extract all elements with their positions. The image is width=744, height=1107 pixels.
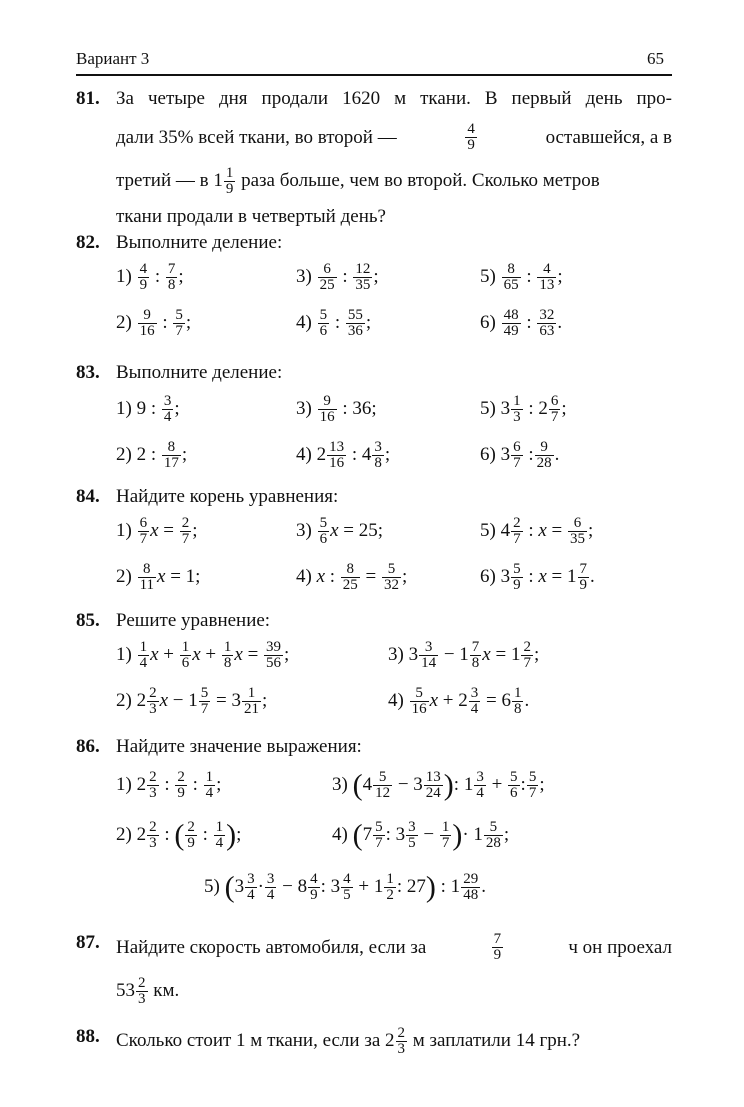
problem-number: 82. (76, 232, 100, 253)
text-fragment: раза больше, чем во второй. Сколько метров (241, 169, 600, 191)
problem-84 (76, 486, 676, 612)
problem-text-line (116, 122, 672, 153)
problem-number: 85. (76, 610, 100, 631)
exercise-84-2: 2) $\frac{8}{11}$ x = 1; (116, 561, 201, 593)
exercise-82-1: 1) $\frac{4}{9}$ : $\frac{7}{8}$ ; (116, 261, 184, 293)
text-fragment: оставшейся, а в (545, 126, 672, 148)
problem-text-line (116, 166, 600, 197)
exercise-84-5: 5) 4 $\frac{2}{7}$ : x = $\frac{6}{35}$ ; (480, 515, 594, 547)
exercise-85-4: 4) $\frac{5}{16}$ x + 2 $\frac{3}{4}$ = 6 $\frac{1}{8}$ . (388, 685, 530, 717)
exercise-84-3: 3) $\frac{5}{6}$ x = 25; (296, 515, 384, 547)
exercise-82-5: 5) $\frac{8}{65}$ : $\frac{4}{13}$ ; (480, 261, 563, 293)
problem-87 (76, 932, 676, 1022)
exercise-82-6: 6) $\frac{48}{49}$ : $\frac{32}{63}$ . (480, 307, 563, 339)
text-fragment: ч он проехал (568, 936, 672, 958)
problem-number: 81. (76, 88, 100, 109)
text-fragment: Найдите скорость автомобиля, если за (116, 936, 427, 958)
problem-number: 87. (76, 932, 100, 953)
problem-text-line: ткани продали в четвертый день? (116, 206, 386, 227)
exercise-84-4: 4) x : $\frac{8}{25}$ = $\frac{5}{32}$ ; (296, 561, 408, 593)
exercise-82-2: 2) $\frac{9}{16}$ : $\frac{5}{7}$ ; (116, 307, 192, 339)
problem-83 (76, 362, 676, 492)
problem-85 (76, 610, 676, 736)
exercise-85-2: 2) 2 $\frac{2}{3}$ x − 1 $\frac{5}{7}$ = 3 $\frac{1}{21}$ ; (116, 685, 268, 717)
exercise-86-2: 2) 2 $\frac{2}{3}$ : ( $\frac{2}{9}$ : $\frac{1}{4}$ ); (116, 818, 242, 852)
exercise-83-6: 6) 3 $\frac{6}{7}$ : $\frac{9}{28}$ . (480, 439, 560, 471)
exercise-84-1: 1) $\frac{6}{7}$ x = $\frac{2}{7}$ ; (116, 515, 198, 547)
text-fragment: третий — в 1 (116, 169, 223, 191)
problem-number: 84. (76, 486, 100, 507)
problem-text-line: 53 $\frac{2}{3}$ км. (116, 975, 180, 1007)
exercise-84-6: 6) 3 $\frac{5}{9}$ : x = 1 $\frac{7}{9}$ . (480, 561, 595, 593)
problem-text-line (116, 932, 672, 963)
fraction: $\frac{4}{9}$ (467, 121, 475, 153)
exercise-86-5: 5) (3 $\frac{3}{4}$ · $\frac{3}{4}$ − 8 $\frac{4}{9}$ : 3 $\frac{4}{5}$ + 1 $\frac{1}{2}$ : 27) : 1 $\frac{29}{48}$ . (204, 870, 486, 904)
problem-82 (76, 232, 676, 372)
exercise-85-1: 1) $\frac{1}{4}$ x + $\frac{1}{6}$ x + $\frac{1}{8}$ x = $\frac{39}{56}$ ; (116, 639, 290, 671)
problem-81 (76, 88, 676, 238)
problem-number: 83. (76, 362, 100, 383)
fraction: $\frac{7}{9}$ (493, 931, 502, 963)
problem-title: Найдите корень уравнения: (116, 486, 339, 507)
variant-title: Вариант 3 (76, 49, 150, 68)
problem-86 (76, 736, 676, 916)
problem-text-line: Сколько стоит 1 м ткани, если за 2 $\frac{2}{3}$ м заплатили 14 грн.? (116, 1025, 581, 1057)
exercise-83-2: 2) 2 : $\frac{8}{17}$ ; (116, 439, 188, 471)
exercise-82-4: 4) $\frac{5}{6}$ : $\frac{55}{36}$ ; (296, 307, 372, 339)
problem-title: Найдите значение выражения: (116, 736, 362, 757)
problem-number: 88. (76, 1026, 100, 1047)
exercise-83-5: 5) 3 $\frac{1}{3}$ : 2 $\frac{6}{7}$ ; (480, 393, 567, 425)
exercise-86-1: 1) 2 $\frac{2}{3}$ : $\frac{2}{9}$ : $\frac{1}{4}$ ; (116, 769, 222, 801)
problem-number: 86. (76, 736, 100, 757)
exercise-83-3: 3) $\frac{9}{16}$ : 36; (296, 393, 377, 425)
exercise-83-4: 4) 2 $\frac{13}{16}$ : 4 $\frac{3}{8}$ ; (296, 439, 391, 471)
exercise-83-1: 1) 9 : $\frac{3}{4}$ ; (116, 393, 180, 425)
problem-title: Выполните деление: (116, 232, 283, 253)
page-header (76, 46, 672, 76)
text-fragment: дали 35% всей ткани, во второй — (116, 126, 397, 148)
problem-title: Выполните деление: (116, 362, 283, 383)
problem-88 (76, 1026, 676, 1066)
exercise-86-4: 4) (7 $\frac{5}{7}$ : 3 $\frac{3}{5}$ − $\frac{1}{7}$ )· 1 $\frac{5}{28}$ ; (332, 818, 510, 852)
exercise-82-3: 3) $\frac{6}{25}$ : $\frac{12}{35}$ ; (296, 261, 379, 293)
page-number: 65 (647, 49, 664, 68)
problem-title: Решите уравнение: (116, 610, 271, 631)
exercise-86-3: 3) (4 $\frac{5}{12}$ − 3 $\frac{13}{24}$ ): 1 $\frac{3}{4}$ + $\frac{5}{6}$ : $\frac{5}{7}$ ; (332, 768, 545, 802)
problem-text-line: За четыре дня продали 1620 м ткани. В первый день про- (116, 88, 672, 109)
exercise-85-3: 3) 3 $\frac{3}{14}$ − 1 $\frac{7}{8}$ x = 1 $\frac{2}{7}$ ; (388, 639, 540, 671)
fraction: $\frac{1}{9}$ (225, 165, 234, 197)
